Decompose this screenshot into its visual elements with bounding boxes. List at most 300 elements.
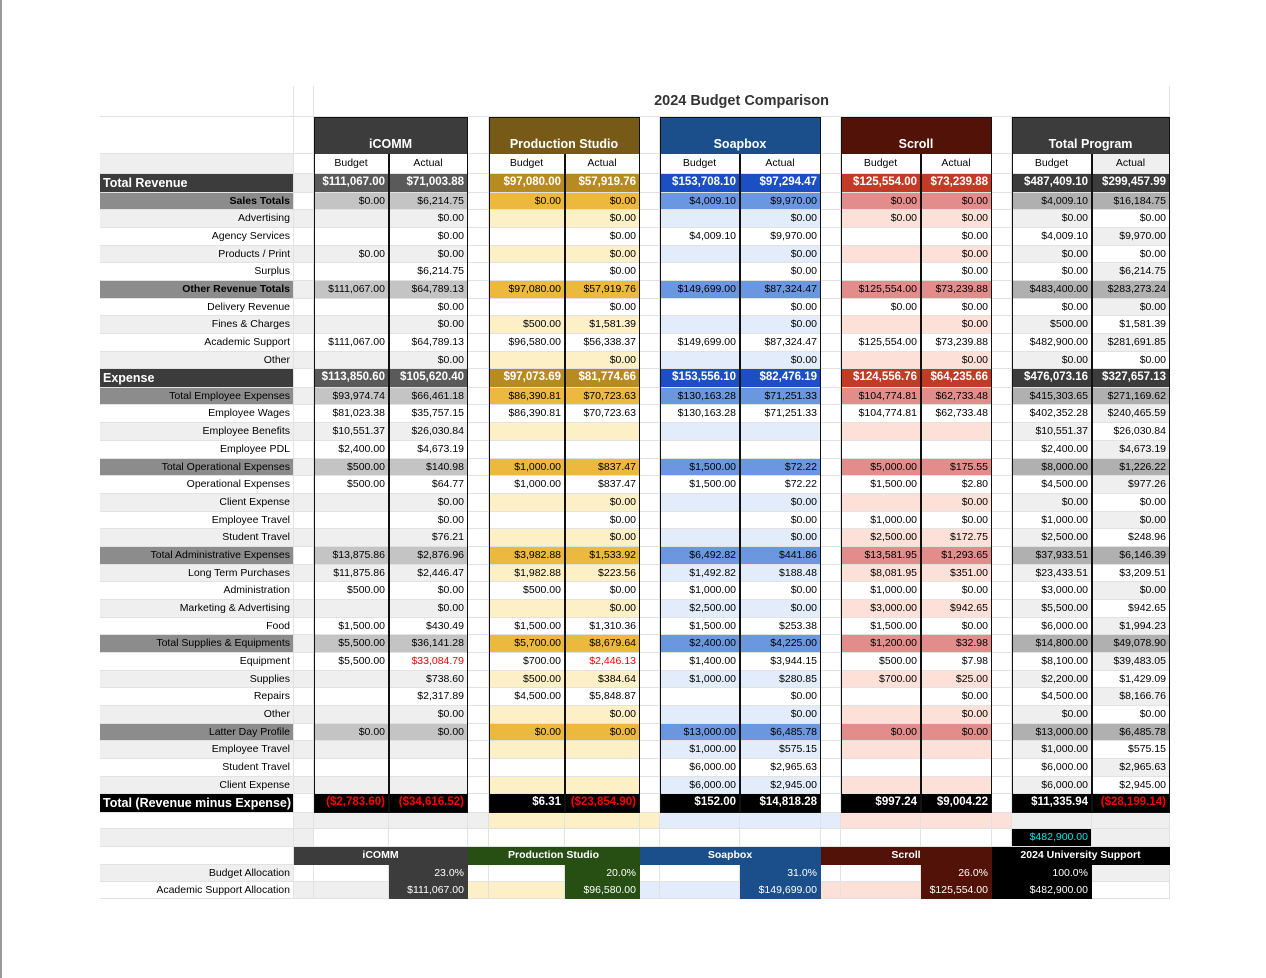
- sc-budget-cell[interactable]: [841, 369, 921, 388]
- sb-budget-cell[interactable]: [660, 369, 740, 388]
- spacer-cell[interactable]: [468, 882, 489, 899]
- spacer-cell[interactable]: [294, 281, 314, 299]
- spacer-cell[interactable]: [992, 246, 1012, 263]
- icomm-actual-cell[interactable]: [389, 512, 468, 529]
- sb-budget-cell[interactable]: [660, 600, 740, 618]
- ps-budget-cell[interactable]: [489, 688, 565, 706]
- spacer-cell[interactable]: [640, 494, 660, 512]
- spacer-cell[interactable]: [468, 299, 489, 316]
- spacer-cell[interactable]: [821, 618, 841, 635]
- blank-cell[interactable]: [100, 117, 294, 154]
- blank-cell[interactable]: [100, 847, 294, 865]
- blank-cell[interactable]: [389, 829, 468, 847]
- sb-budget-cell[interactable]: [660, 246, 740, 263]
- sc-budget-cell[interactable]: [841, 653, 921, 671]
- tp-budget-cell[interactable]: [1012, 741, 1092, 759]
- blank-cell[interactable]: [294, 882, 314, 899]
- icomm-budget-cell[interactable]: [314, 582, 389, 600]
- blank-cell[interactable]: [314, 882, 389, 899]
- spacer-cell[interactable]: [294, 316, 314, 334]
- spacer-cell[interactable]: [821, 334, 841, 352]
- spacer-cell[interactable]: [468, 441, 489, 459]
- sc-budget-cell[interactable]: [841, 174, 921, 193]
- sb-budget-cell[interactable]: [660, 565, 740, 582]
- icomm-actual-cell[interactable]: [389, 459, 468, 476]
- tp-budget-cell[interactable]: [1012, 299, 1092, 316]
- spacer-cell[interactable]: [468, 210, 489, 228]
- spacer-cell[interactable]: [640, 882, 660, 899]
- sb-actual-cell[interactable]: [740, 388, 821, 405]
- tp-budget-cell[interactable]: [1012, 547, 1092, 565]
- tp-budget-cell[interactable]: [1012, 334, 1092, 352]
- sb-budget-cell[interactable]: [660, 706, 740, 724]
- spacer-cell[interactable]: [821, 405, 841, 423]
- sb-budget-cell[interactable]: [660, 741, 740, 759]
- spacer-cell[interactable]: [640, 635, 660, 653]
- tp-budget-cell[interactable]: [1012, 281, 1092, 299]
- ps-budget-cell[interactable]: [489, 174, 565, 193]
- ps-actual-cell[interactable]: [565, 618, 640, 635]
- spacer-cell[interactable]: [294, 476, 314, 494]
- icomm-actual-cell[interactable]: [389, 193, 468, 210]
- spacer-cell[interactable]: [821, 423, 841, 441]
- sc-actual-cell[interactable]: [921, 334, 992, 352]
- sc-budget-cell[interactable]: [841, 794, 921, 813]
- blank-cell[interactable]: [100, 813, 294, 829]
- spacer-cell[interactable]: [294, 154, 314, 174]
- sc-actual-cell[interactable]: [921, 512, 992, 529]
- tp-actual-cell[interactable]: [1092, 369, 1170, 388]
- tp-budget-cell[interactable]: [1012, 263, 1092, 281]
- tp-budget-cell[interactable]: [1012, 369, 1092, 388]
- ps-actual-cell[interactable]: [565, 653, 640, 671]
- icomm-actual-cell[interactable]: [389, 388, 468, 405]
- spacer-cell[interactable]: [821, 529, 841, 547]
- icomm-actual-cell[interactable]: [389, 494, 468, 512]
- spacer-cell[interactable]: [468, 635, 489, 653]
- spacer-cell[interactable]: [640, 813, 660, 829]
- spacer-cell[interactable]: [294, 423, 314, 441]
- spacer-cell[interactable]: [992, 582, 1012, 600]
- sc-budget-cell[interactable]: [841, 281, 921, 299]
- spacer-cell[interactable]: [468, 494, 489, 512]
- ps-budget-cell[interactable]: [489, 263, 565, 281]
- sb-budget-cell[interactable]: [660, 193, 740, 210]
- spacer-cell[interactable]: [992, 476, 1012, 494]
- spacer-cell[interactable]: [468, 316, 489, 334]
- ps-actual-cell[interactable]: [565, 777, 640, 794]
- icomm-actual-cell[interactable]: [389, 547, 468, 565]
- sc-budget-cell[interactable]: [841, 600, 921, 618]
- spacer-cell[interactable]: [468, 582, 489, 600]
- sc-budget-cell[interactable]: [841, 565, 921, 582]
- sb-actual-cell[interactable]: [740, 582, 821, 600]
- ps-actual-cell[interactable]: [565, 494, 640, 512]
- blank-cell[interactable]: [921, 813, 992, 829]
- ps-budget-cell[interactable]: [489, 671, 565, 688]
- blank-cell[interactable]: [921, 829, 992, 847]
- spacer-cell[interactable]: [821, 210, 841, 228]
- icomm-actual-cell[interactable]: [389, 529, 468, 547]
- icomm-actual-cell[interactable]: [389, 316, 468, 334]
- sb-budget-cell[interactable]: [660, 759, 740, 777]
- spacer-cell[interactable]: [821, 369, 841, 388]
- tp-actual-cell[interactable]: [1092, 547, 1170, 565]
- sb-actual-cell[interactable]: [740, 759, 821, 777]
- icomm-actual-cell[interactable]: [389, 724, 468, 741]
- spacer-cell[interactable]: [294, 741, 314, 759]
- ps-actual-cell[interactable]: [565, 529, 640, 547]
- sb-actual-cell[interactable]: [740, 246, 821, 263]
- sb-actual-cell[interactable]: [740, 600, 821, 618]
- spacer-cell[interactable]: [992, 441, 1012, 459]
- spacer-cell[interactable]: [821, 600, 841, 618]
- tp-budget-cell[interactable]: [1012, 706, 1092, 724]
- spacer-cell[interactable]: [992, 174, 1012, 193]
- ps-budget-cell[interactable]: [489, 441, 565, 459]
- ps-actual-cell[interactable]: [565, 724, 640, 741]
- sc-actual-cell[interactable]: [921, 582, 992, 600]
- ps-actual-cell[interactable]: [565, 459, 640, 476]
- spacer-cell[interactable]: [640, 246, 660, 263]
- spacer-cell[interactable]: [992, 210, 1012, 228]
- ps-actual-cell[interactable]: [565, 388, 640, 405]
- tp-actual-cell[interactable]: [1092, 706, 1170, 724]
- sb-actual-cell[interactable]: [740, 316, 821, 334]
- spacer-cell[interactable]: [992, 829, 1012, 847]
- icomm-actual-cell[interactable]: [389, 405, 468, 423]
- sb-budget-cell[interactable]: [660, 476, 740, 494]
- ps-actual-cell[interactable]: [565, 512, 640, 529]
- spacer-cell[interactable]: [468, 600, 489, 618]
- ps-budget-cell[interactable]: [489, 210, 565, 228]
- ps-actual-cell[interactable]: [565, 299, 640, 316]
- spacer-cell[interactable]: [294, 600, 314, 618]
- spacer-cell[interactable]: [992, 263, 1012, 281]
- spacer-cell[interactable]: [821, 154, 841, 174]
- spacer-cell[interactable]: [992, 741, 1012, 759]
- icomm-budget-cell[interactable]: [314, 299, 389, 316]
- sb-actual-cell[interactable]: [740, 193, 821, 210]
- ps-budget-cell[interactable]: [489, 706, 565, 724]
- spacer-cell[interactable]: [640, 352, 660, 369]
- spacer-cell[interactable]: [294, 263, 314, 281]
- spacer-cell[interactable]: [992, 813, 1012, 829]
- blank-cell[interactable]: [660, 865, 740, 882]
- spacer-cell[interactable]: [821, 476, 841, 494]
- icomm-budget-cell[interactable]: [314, 193, 389, 210]
- blank-cell[interactable]: [660, 829, 740, 847]
- spacer-cell[interactable]: [468, 228, 489, 246]
- spacer-cell[interactable]: [992, 459, 1012, 476]
- ps-actual-cell[interactable]: [565, 476, 640, 494]
- sc-budget-cell[interactable]: [841, 210, 921, 228]
- blank-cell[interactable]: [565, 813, 640, 829]
- sc-budget-cell[interactable]: [841, 334, 921, 352]
- spacer-cell[interactable]: [821, 174, 841, 193]
- tp-actual-cell[interactable]: [1092, 316, 1170, 334]
- spacer-cell[interactable]: [640, 210, 660, 228]
- tp-budget-cell[interactable]: [1012, 441, 1092, 459]
- icomm-actual-cell[interactable]: [389, 369, 468, 388]
- icomm-actual-cell[interactable]: [389, 777, 468, 794]
- icomm-budget-cell[interactable]: [314, 706, 389, 724]
- spacer-cell[interactable]: [821, 865, 841, 882]
- icomm-budget-cell[interactable]: [314, 281, 389, 299]
- spacer-cell[interactable]: [468, 281, 489, 299]
- icomm-actual-cell[interactable]: [389, 281, 468, 299]
- spacer-cell[interactable]: [640, 794, 660, 813]
- sc-actual-cell[interactable]: [921, 547, 992, 565]
- sc-budget-cell[interactable]: [841, 582, 921, 600]
- sc-budget-cell[interactable]: [841, 777, 921, 794]
- spacer-cell[interactable]: [992, 794, 1012, 813]
- spacer-cell[interactable]: [468, 813, 489, 829]
- icomm-actual-cell[interactable]: [389, 671, 468, 688]
- sb-budget-cell[interactable]: [660, 671, 740, 688]
- icomm-budget-cell[interactable]: [314, 494, 389, 512]
- ps-budget-cell[interactable]: [489, 299, 565, 316]
- spacer-cell[interactable]: [468, 369, 489, 388]
- sb-budget-cell[interactable]: [660, 618, 740, 635]
- sc-actual-cell[interactable]: [921, 688, 992, 706]
- sc-budget-cell[interactable]: [841, 299, 921, 316]
- sb-budget-cell[interactable]: [660, 459, 740, 476]
- spacer-cell[interactable]: [640, 193, 660, 210]
- spacer-cell[interactable]: [821, 688, 841, 706]
- spacer-cell[interactable]: [294, 388, 314, 405]
- spacer-cell[interactable]: [640, 281, 660, 299]
- blank-cell[interactable]: [1012, 829, 1092, 847]
- spacer-cell[interactable]: [821, 281, 841, 299]
- ps-budget-cell[interactable]: [489, 777, 565, 794]
- sb-actual-cell[interactable]: [740, 706, 821, 724]
- sb-actual-cell[interactable]: [740, 494, 821, 512]
- blank-cell[interactable]: [841, 882, 921, 899]
- spacer-cell[interactable]: [992, 653, 1012, 671]
- spacer-cell[interactable]: [821, 829, 841, 847]
- tp-budget-cell[interactable]: [1012, 174, 1092, 193]
- spacer-cell[interactable]: [468, 352, 489, 369]
- sc-actual-cell[interactable]: [921, 777, 992, 794]
- spacer-cell[interactable]: [821, 316, 841, 334]
- sc-actual-cell[interactable]: [921, 618, 992, 635]
- spacer-cell[interactable]: [640, 653, 660, 671]
- sc-budget-cell[interactable]: [841, 724, 921, 741]
- ps-actual-cell[interactable]: [565, 635, 640, 653]
- sc-actual-cell[interactable]: [921, 565, 992, 582]
- tp-budget-cell[interactable]: [1012, 405, 1092, 423]
- spacer-cell[interactable]: [468, 741, 489, 759]
- sb-actual-cell[interactable]: [740, 334, 821, 352]
- tp-actual-cell[interactable]: [1092, 777, 1170, 794]
- ps-budget-cell[interactable]: [489, 476, 565, 494]
- sc-actual-cell[interactable]: [921, 741, 992, 759]
- blank-cell[interactable]: [1092, 829, 1170, 847]
- sb-actual-cell[interactable]: [740, 441, 821, 459]
- sb-actual-cell[interactable]: [740, 459, 821, 476]
- spacer-cell[interactable]: [640, 547, 660, 565]
- sb-actual-cell[interactable]: [740, 688, 821, 706]
- ps-actual-cell[interactable]: [565, 706, 640, 724]
- tp-budget-cell[interactable]: [1012, 618, 1092, 635]
- spacer-cell[interactable]: [821, 512, 841, 529]
- blank-cell[interactable]: [314, 813, 389, 829]
- spacer-cell[interactable]: [992, 334, 1012, 352]
- sc-actual-cell[interactable]: [921, 405, 992, 423]
- spacer-cell[interactable]: [294, 706, 314, 724]
- icomm-actual-cell[interactable]: [389, 653, 468, 671]
- icomm-budget-cell[interactable]: [314, 174, 389, 193]
- ps-actual-cell[interactable]: [565, 316, 640, 334]
- spacer-cell[interactable]: [640, 865, 660, 882]
- sc-actual-cell[interactable]: [921, 228, 992, 246]
- ps-budget-cell[interactable]: [489, 193, 565, 210]
- spacer-cell[interactable]: [640, 423, 660, 441]
- sb-actual-cell[interactable]: [740, 423, 821, 441]
- tp-budget-cell[interactable]: [1012, 724, 1092, 741]
- sb-budget-cell[interactable]: [660, 263, 740, 281]
- spacer-cell[interactable]: [821, 741, 841, 759]
- blank-cell[interactable]: [314, 829, 389, 847]
- tp-actual-cell[interactable]: [1092, 671, 1170, 688]
- blank-cell[interactable]: [660, 813, 740, 829]
- spacer-cell[interactable]: [640, 724, 660, 741]
- spacer-cell[interactable]: [294, 529, 314, 547]
- icomm-actual-cell[interactable]: [389, 441, 468, 459]
- spacer-cell[interactable]: [992, 316, 1012, 334]
- blank-cell[interactable]: [489, 829, 565, 847]
- ps-budget-cell[interactable]: [489, 316, 565, 334]
- sb-actual-cell[interactable]: [740, 512, 821, 529]
- allocation-value-ps[interactable]: [565, 882, 640, 899]
- spacer-cell[interactable]: [468, 706, 489, 724]
- ps-budget-cell[interactable]: [489, 794, 565, 813]
- sc-actual-cell[interactable]: [921, 174, 992, 193]
- spacer-cell[interactable]: [294, 759, 314, 777]
- sc-actual-cell[interactable]: [921, 246, 992, 263]
- ps-actual-cell[interactable]: [565, 441, 640, 459]
- sb-actual-cell[interactable]: [740, 529, 821, 547]
- tp-budget-cell[interactable]: [1012, 352, 1092, 369]
- spacer-cell[interactable]: [992, 724, 1012, 741]
- spacer-cell[interactable]: [294, 653, 314, 671]
- spacer-cell[interactable]: [468, 759, 489, 777]
- spacer-cell[interactable]: [468, 829, 489, 847]
- ps-budget-cell[interactable]: [489, 653, 565, 671]
- ps-budget-cell[interactable]: [489, 600, 565, 618]
- spacer-cell[interactable]: [640, 174, 660, 193]
- sc-budget-cell[interactable]: [841, 441, 921, 459]
- icomm-budget-cell[interactable]: [314, 671, 389, 688]
- spacer-cell[interactable]: [992, 671, 1012, 688]
- sb-actual-cell[interactable]: [740, 653, 821, 671]
- sb-budget-cell[interactable]: [660, 794, 740, 813]
- spacer-cell[interactable]: [294, 512, 314, 529]
- icomm-budget-cell[interactable]: [314, 388, 389, 405]
- spacer-cell[interactable]: [468, 334, 489, 352]
- sc-actual-cell[interactable]: [921, 476, 992, 494]
- tp-actual-cell[interactable]: [1092, 459, 1170, 476]
- spacer-cell[interactable]: [468, 263, 489, 281]
- tp-actual-cell[interactable]: [1092, 476, 1170, 494]
- sb-actual-cell[interactable]: [740, 476, 821, 494]
- icomm-actual-cell[interactable]: [389, 600, 468, 618]
- sc-actual-cell[interactable]: [921, 671, 992, 688]
- spacer-cell[interactable]: [821, 882, 841, 899]
- spacer-cell[interactable]: [468, 405, 489, 423]
- sc-budget-cell[interactable]: [841, 193, 921, 210]
- ps-budget-cell[interactable]: [489, 635, 565, 653]
- spacer-cell[interactable]: [992, 369, 1012, 388]
- spacer-cell[interactable]: [294, 635, 314, 653]
- tp-actual-cell[interactable]: [1092, 423, 1170, 441]
- sb-actual-cell[interactable]: [740, 741, 821, 759]
- allocation-value-total[interactable]: [992, 882, 1092, 899]
- tp-budget-cell[interactable]: [1012, 529, 1092, 547]
- tp-actual-cell[interactable]: [1092, 299, 1170, 316]
- spacer-cell[interactable]: [821, 299, 841, 316]
- spacer-cell[interactable]: [640, 582, 660, 600]
- ps-budget-cell[interactable]: [489, 529, 565, 547]
- spacer-cell[interactable]: [294, 688, 314, 706]
- icomm-budget-cell[interactable]: [314, 759, 389, 777]
- blank-cell[interactable]: [314, 865, 389, 882]
- icomm-actual-cell[interactable]: [389, 228, 468, 246]
- spacer-cell[interactable]: [640, 316, 660, 334]
- icomm-budget-cell[interactable]: [314, 210, 389, 228]
- spacer-cell[interactable]: [821, 582, 841, 600]
- blank-cell[interactable]: [294, 865, 314, 882]
- tp-budget-cell[interactable]: [1012, 671, 1092, 688]
- icomm-actual-cell[interactable]: [389, 246, 468, 263]
- sc-actual-cell[interactable]: [921, 441, 992, 459]
- icomm-budget-cell[interactable]: [314, 618, 389, 635]
- sb-budget-cell[interactable]: [660, 777, 740, 794]
- icomm-budget-cell[interactable]: [314, 423, 389, 441]
- spacer-cell[interactable]: [992, 299, 1012, 316]
- icomm-budget-cell[interactable]: [314, 688, 389, 706]
- sb-actual-cell[interactable]: [740, 794, 821, 813]
- spacer-cell[interactable]: [640, 600, 660, 618]
- icomm-budget-cell[interactable]: [314, 352, 389, 369]
- sc-actual-cell[interactable]: [921, 794, 992, 813]
- sc-actual-cell[interactable]: [921, 724, 992, 741]
- tp-budget-cell[interactable]: [1012, 193, 1092, 210]
- icomm-budget-cell[interactable]: [314, 600, 389, 618]
- tp-budget-cell[interactable]: [1012, 688, 1092, 706]
- tp-actual-cell[interactable]: [1092, 246, 1170, 263]
- blank-cell[interactable]: [841, 813, 921, 829]
- icomm-actual-cell[interactable]: [389, 635, 468, 653]
- ps-budget-cell[interactable]: [489, 512, 565, 529]
- icomm-actual-cell[interactable]: [389, 565, 468, 582]
- spacer-cell[interactable]: [640, 441, 660, 459]
- blank-cell[interactable]: [294, 829, 314, 847]
- ps-budget-cell[interactable]: [489, 228, 565, 246]
- spacer-cell[interactable]: [821, 759, 841, 777]
- sb-budget-cell[interactable]: [660, 210, 740, 228]
- sb-actual-cell[interactable]: [740, 671, 821, 688]
- ps-actual-cell[interactable]: [565, 174, 640, 193]
- blank-cell[interactable]: [294, 117, 314, 154]
- allocation-value-sc[interactable]: [921, 882, 992, 899]
- tp-budget-cell[interactable]: [1012, 635, 1092, 653]
- sc-budget-cell[interactable]: [841, 635, 921, 653]
- icomm-budget-cell[interactable]: [314, 405, 389, 423]
- tp-actual-cell[interactable]: [1092, 388, 1170, 405]
- tp-actual-cell[interactable]: [1092, 635, 1170, 653]
